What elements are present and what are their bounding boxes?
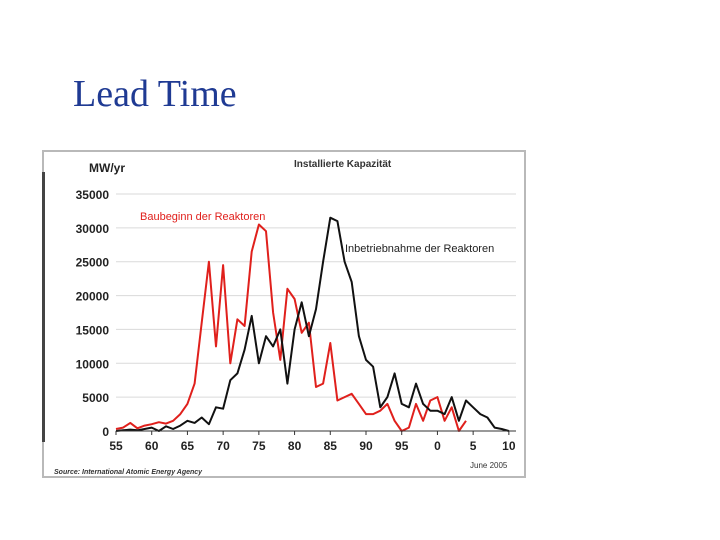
x-tick-label: 60 <box>145 439 159 453</box>
legend-label-inbetriebnahme: Inbetriebnahme der Reaktoren <box>345 243 495 255</box>
line-chart <box>44 152 524 476</box>
chart-title: Installierte Kapazität <box>294 159 392 170</box>
frame-left-rule <box>42 172 45 442</box>
x-tick-label: 10 <box>502 439 516 453</box>
y-tick-label: 10000 <box>75 357 109 372</box>
grid-lines <box>116 194 516 397</box>
y-tick-label: 30000 <box>75 221 109 236</box>
series-line-baubeginn <box>116 225 466 432</box>
x-tick-label: 65 <box>180 439 195 453</box>
y-tick-label: 20000 <box>75 289 109 304</box>
y-axis-label: MW/yr <box>89 161 125 175</box>
legend-label-baubeginn: Baubeginn der Reaktoren <box>140 211 266 223</box>
chart-frame <box>42 150 526 478</box>
x-tick-label: 5 <box>469 439 477 453</box>
x-tick-label: 90 <box>359 439 373 453</box>
x-tick-label: 85 <box>323 439 337 453</box>
slide-title: Lead Time <box>73 73 237 115</box>
x-tick-label: 0 <box>434 439 441 453</box>
y-tick-label: 35000 <box>75 188 109 202</box>
y-tick-label: 25000 <box>75 255 109 270</box>
x-tick-label: 70 <box>216 439 230 453</box>
x-tick-label: 95 <box>395 439 409 453</box>
x-tick-label: 55 <box>109 439 123 453</box>
y-tick-label: 5000 <box>82 391 109 406</box>
x-tick-label: 80 <box>287 439 302 453</box>
y-tick-label: 15000 <box>75 323 109 338</box>
source-note: Source: International Atomic Energy Agency <box>54 469 203 476</box>
y-tick-label: 0 <box>102 425 109 439</box>
x-tick-label: 75 <box>252 439 266 453</box>
date-note: June 2005 <box>470 461 508 470</box>
